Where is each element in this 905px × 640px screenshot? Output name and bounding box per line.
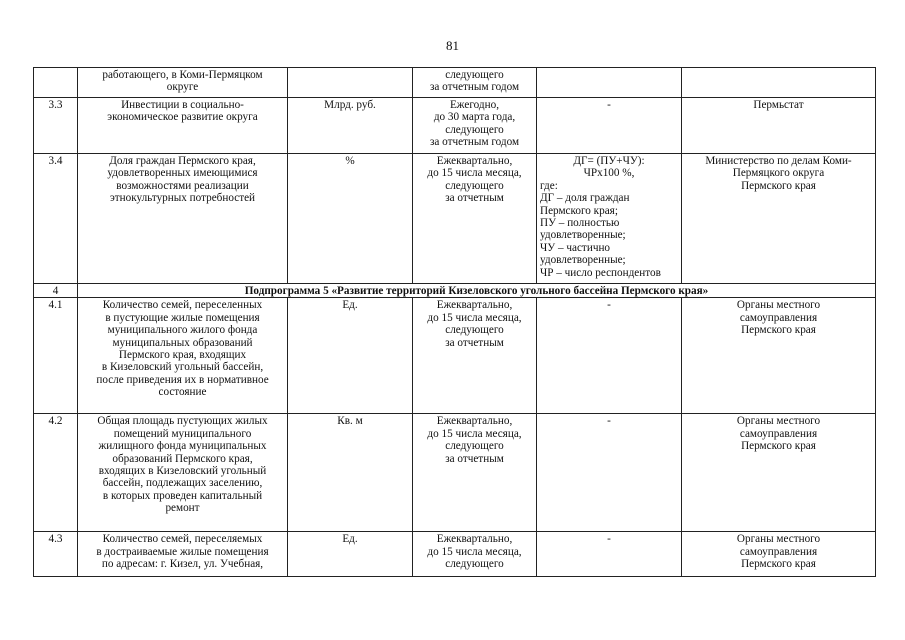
source-cell	[682, 532, 876, 577]
text-line: следующего	[445, 179, 504, 192]
section-title: Подпрограмма 5 «Развитие территорий Кизеловского угольного бассейна Пермского края»	[78, 284, 876, 298]
period-cell	[413, 298, 537, 414]
text-line: по адресам: г. Кизел, ул. Учебная,	[101, 558, 264, 571]
text-line: Общая площадь пустующих жилых	[97, 415, 268, 428]
text-line: Пермяцкого округа	[732, 167, 825, 180]
period-cell	[413, 98, 537, 154]
table-row	[34, 98, 876, 154]
text-line: бассейн, подлежащих заселению,	[102, 477, 263, 490]
text-line: до 15 числа месяца,	[427, 545, 522, 558]
text-line: -	[607, 533, 611, 546]
source-cell	[682, 298, 876, 414]
row-number: 3.4	[34, 154, 78, 284]
text-line: в Кизеловский угольный бассейн,	[101, 361, 264, 374]
period-cell	[413, 532, 537, 577]
text-line: Министерство по делам Коми-	[705, 155, 852, 167]
text-line: Ежеквартально,	[436, 415, 513, 428]
text-line: до 15 числа месяца,	[427, 167, 522, 180]
page-number: 81	[446, 38, 459, 53]
formula-cell	[537, 414, 682, 532]
formula-cell	[537, 98, 682, 154]
table-row	[34, 414, 876, 532]
text-line: ДГ – доля граждан	[540, 192, 630, 205]
source-cell	[682, 414, 876, 532]
indicator-name	[78, 154, 288, 284]
text-line: в пустующие жилые помещения	[105, 311, 260, 324]
text-line: помещений муниципального	[113, 427, 252, 440]
text-line: следующего	[445, 558, 504, 571]
section-number: 4	[34, 284, 78, 298]
row-number: 4.2	[34, 414, 78, 532]
text-line: удовлетворенные;	[540, 254, 626, 267]
text-line: самоуправления	[739, 427, 818, 440]
table-row	[34, 298, 876, 414]
text-line: Пермского края	[741, 558, 816, 571]
text-line: жилищного фонда муниципальных	[98, 440, 267, 453]
text-line: ПУ – полностью	[540, 217, 620, 230]
text-line: Пермского края	[741, 324, 816, 337]
table-row	[34, 68, 876, 98]
text-line: Пермского края	[741, 440, 816, 453]
text-line: самоуправления	[739, 311, 818, 324]
text-line: Доля граждан Пермского края,	[109, 155, 256, 167]
row-number: 3.3	[34, 98, 78, 154]
indicator-name	[78, 532, 288, 577]
text-line: входящих в Кизеловский угольный	[98, 465, 267, 478]
text-line: Пермского края	[741, 179, 816, 192]
source-cell	[682, 154, 876, 284]
row-number	[34, 68, 78, 98]
text-line: ЧУ – частично	[540, 241, 611, 254]
text-line: следующего	[445, 440, 504, 453]
text-line: за отчетным годом	[429, 81, 520, 94]
table-row	[34, 532, 876, 577]
unit-cell: Кв. м	[288, 414, 413, 532]
text-line: Количество семей, переселенных	[102, 299, 263, 312]
unit-cell: %	[288, 154, 413, 284]
text-line: состояние	[158, 386, 207, 399]
text-line: самоуправления	[739, 545, 818, 558]
text-line: Количество семей, переселяемых	[102, 533, 263, 546]
period-cell	[413, 154, 537, 284]
unit-cell: Млрд. руб.	[288, 98, 413, 154]
text-line: следующего	[445, 69, 504, 81]
text-line: ЧР – число респондентов	[540, 266, 661, 279]
text-line: возможностями реализации	[116, 179, 249, 192]
text-line: Органы местного	[736, 533, 821, 546]
period-cell	[413, 68, 537, 98]
text-line: округе	[166, 81, 199, 94]
text-line: следующего	[445, 123, 504, 136]
text-line: работающего, в Коми-Пермяцком	[102, 69, 263, 81]
formula-line: ДГ= (ПУ+ЧУ):	[573, 155, 645, 167]
text-line: за отчетным годом	[429, 136, 520, 149]
text-line: -	[607, 415, 611, 428]
text-line: Ежеквартально,	[436, 155, 513, 167]
text-line: следующего	[445, 324, 504, 337]
text-line: ремонт	[165, 502, 200, 515]
text-line: Ежеквартально,	[436, 533, 513, 546]
text-line: за отчетным	[445, 192, 504, 205]
formula-cell	[537, 298, 682, 414]
text-line: до 15 числа месяца,	[427, 311, 522, 324]
unit-cell	[288, 68, 413, 98]
text-line: за отчетным	[445, 452, 504, 465]
section-row	[34, 284, 876, 298]
text-line: после приведения их в нормативное	[96, 373, 269, 386]
indicators-table	[33, 67, 876, 577]
text-line: образований Пермского края,	[112, 452, 253, 465]
indicator-name	[78, 414, 288, 532]
formula-line: ЧРх100 %,	[583, 167, 635, 180]
unit-cell: Ед.	[288, 298, 413, 414]
text-line: где:	[540, 179, 558, 192]
formula-cell	[537, 68, 682, 98]
text-line: удовлетворенных имеющимися	[107, 167, 258, 180]
text-line: Ежегодно,	[449, 99, 500, 111]
unit-cell: Ед.	[288, 532, 413, 577]
row-number: 4.3	[34, 532, 78, 577]
text-line: Пермского края, входящих	[118, 349, 247, 362]
text-line: до 30 марта года,	[433, 111, 516, 124]
text-line: -	[607, 299, 611, 312]
formula-cell	[537, 532, 682, 577]
text-line: Пермского края;	[540, 204, 618, 217]
table-row	[34, 154, 876, 284]
text-line: Ежеквартально,	[436, 299, 513, 312]
text-line: Органы местного	[736, 299, 821, 312]
text-line: муниципальных образований	[112, 336, 253, 349]
period-cell	[413, 414, 537, 532]
indicator-name	[78, 68, 288, 98]
text-line: до 15 числа месяца,	[427, 427, 522, 440]
row-number: 4.1	[34, 298, 78, 414]
text-line: муниципального жилого фонда	[107, 324, 258, 337]
text-line: этнокультурных потребностей	[109, 192, 256, 205]
text-line: Пермьстат	[753, 99, 804, 111]
text-line: Инвестиции в социально-	[121, 99, 244, 111]
text-line: Органы местного	[736, 415, 821, 428]
text-line: за отчетным	[445, 336, 504, 349]
text-line: экономическое развитие округа	[107, 111, 258, 124]
formula-cell	[537, 154, 682, 284]
text-line: в которых проведен капитальный	[102, 489, 263, 502]
source-cell	[682, 98, 876, 154]
source-cell	[682, 68, 876, 98]
indicator-name	[78, 98, 288, 154]
indicator-name	[78, 298, 288, 414]
text-line: удовлетворенные;	[540, 229, 626, 242]
text-line: в достраиваемые жилые помещения	[96, 545, 269, 558]
text-line: -	[607, 99, 611, 111]
